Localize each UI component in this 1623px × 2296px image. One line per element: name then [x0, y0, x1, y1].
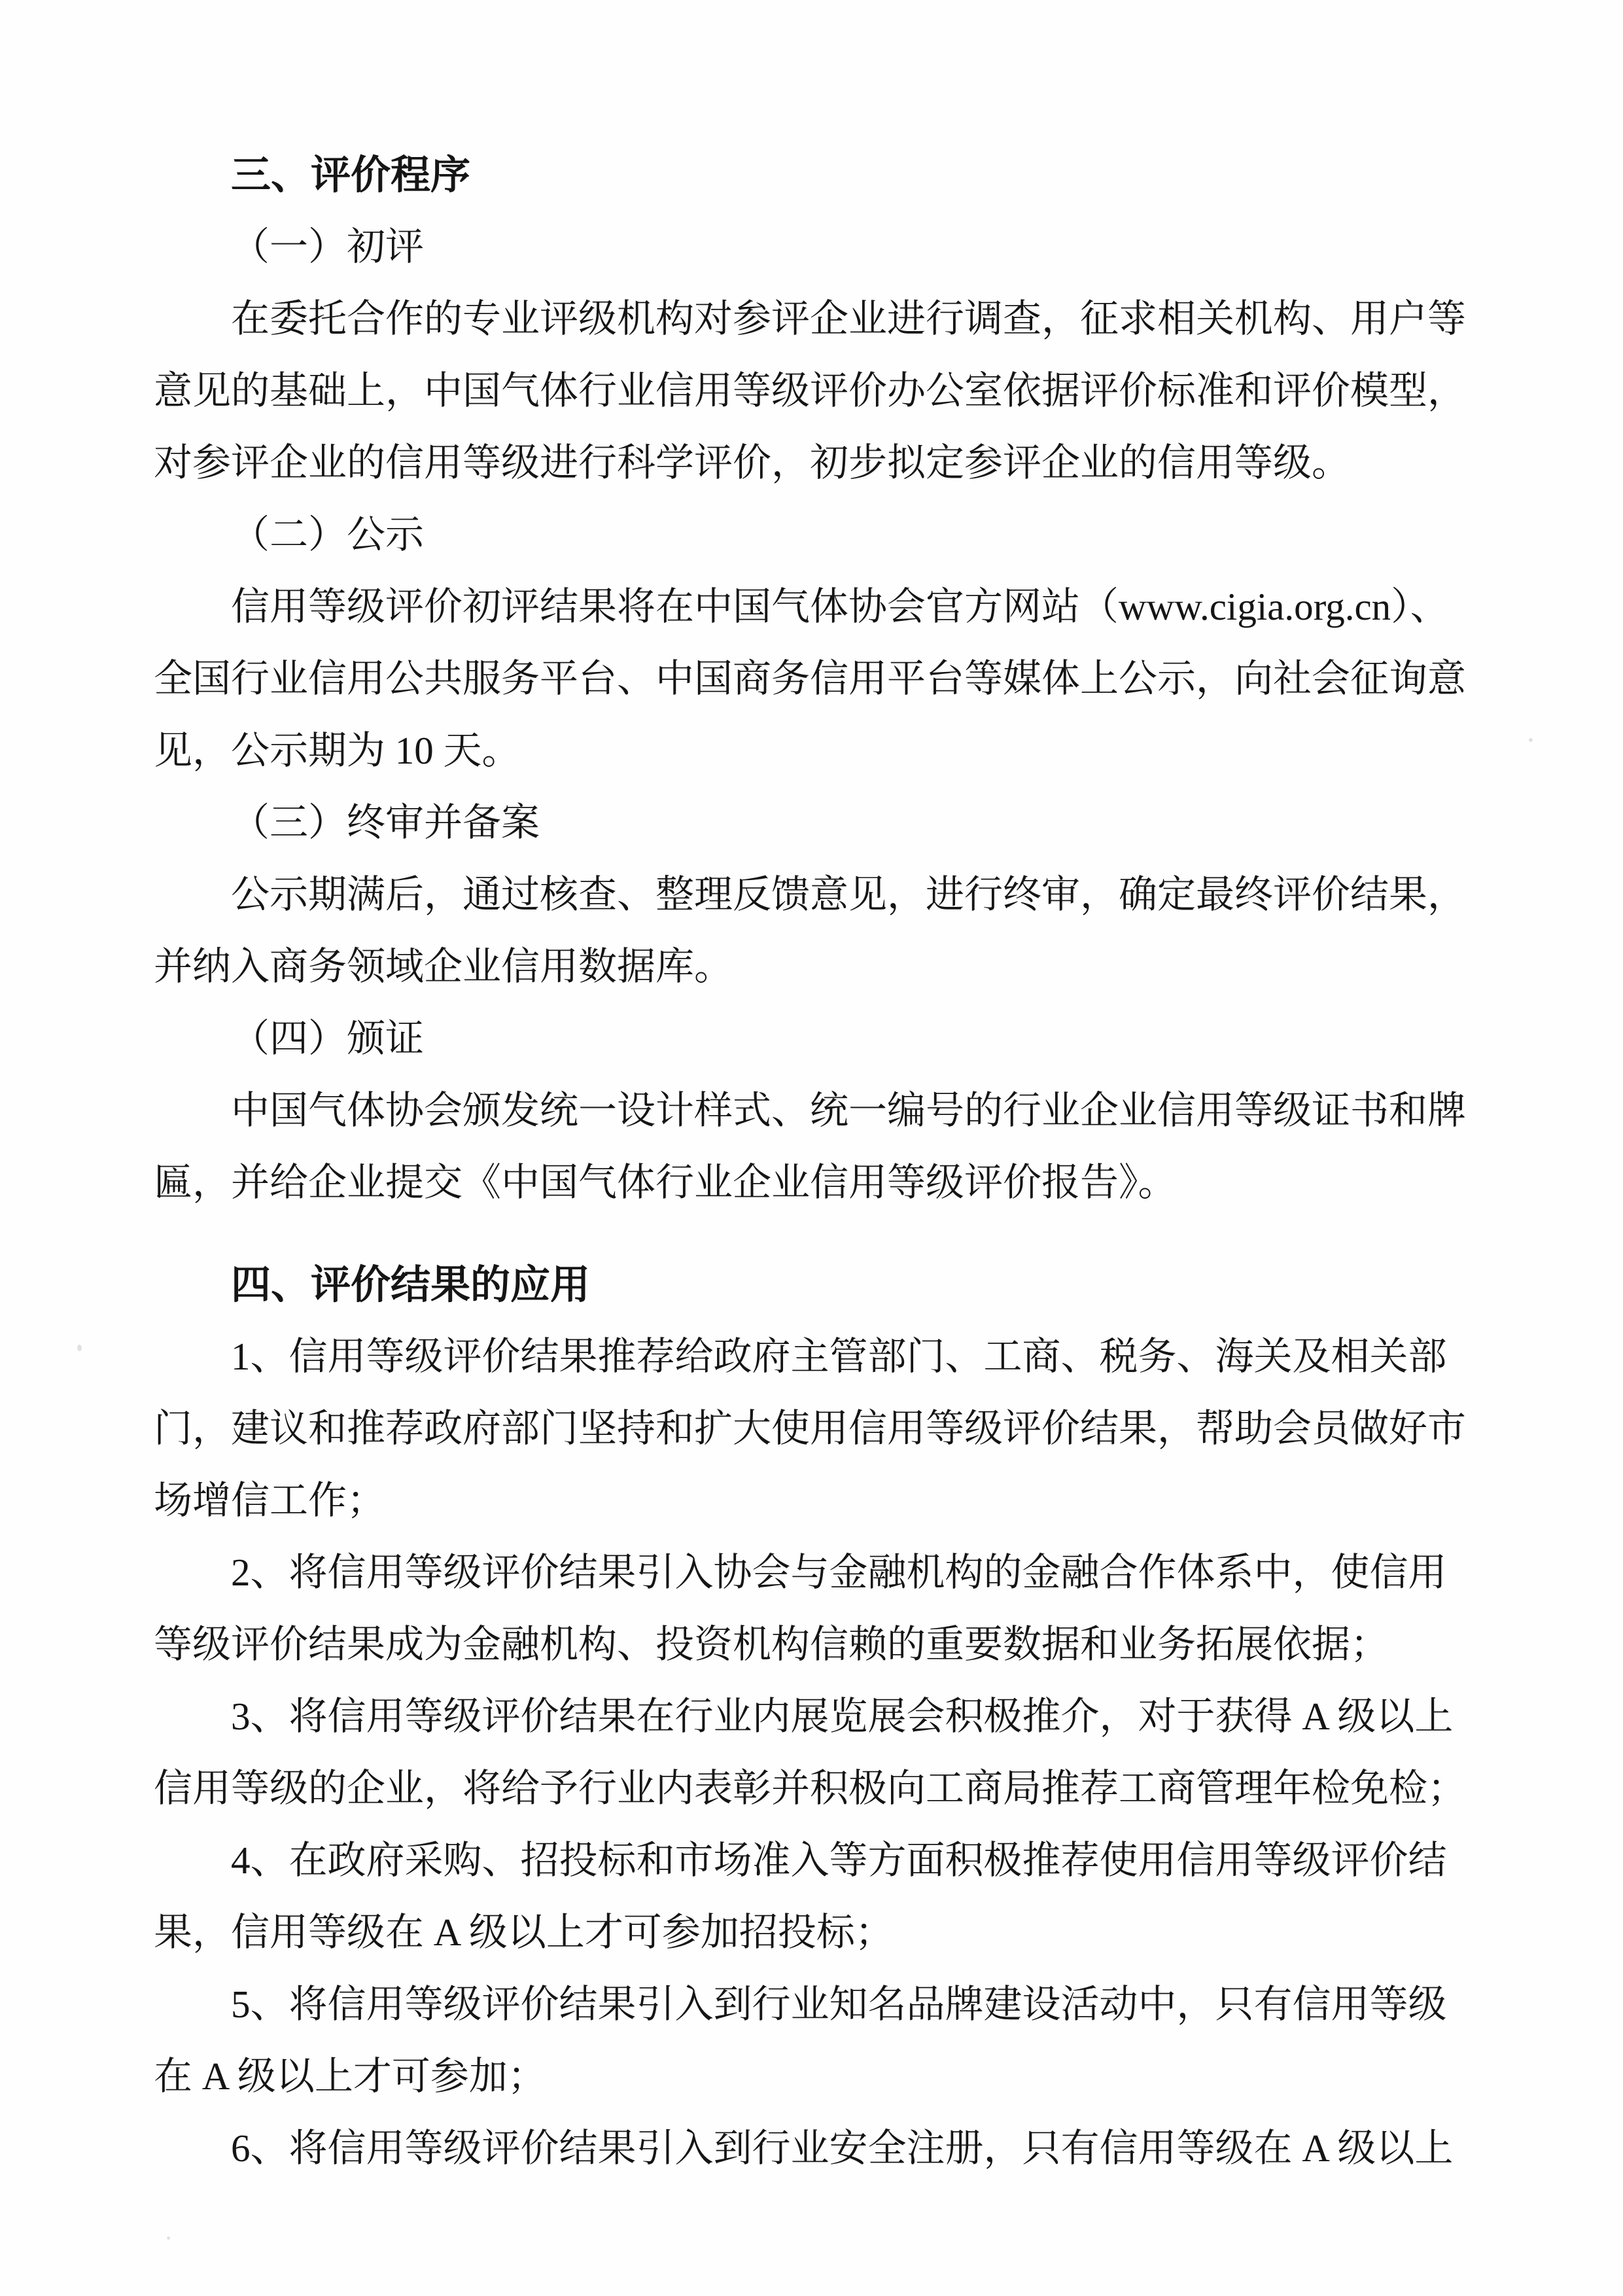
section-4-item-4-line: 4、在政府采购、招投标和市场准入等方面积极推荐使用信用等级评价结 [231, 1839, 1447, 1882]
section-3-sub-1-para-line: 意见的基础上，中国气体行业信用等级评价办公室依据评价标准和评价模型， [154, 369, 1467, 412]
section-3-heading: 三、评价程序 [231, 152, 471, 197]
section-4-item-2-line: 等级评价结果成为金融机构、投资机构信赖的重要数据和业务拓展依据； [154, 1623, 1389, 1666]
scan-speck [167, 2236, 170, 2240]
section-4-item-1-line: 1、信用等级评价结果推荐给政府主管部门、工商、税务、海关及相关部 [231, 1335, 1447, 1378]
section-3-sub-2-para-line: 全国行业信用公共服务平台、中国商务信用平台等媒体上公示，向社会征询意 [154, 657, 1467, 700]
section-3-sub-1-para-line: 在委托合作的专业评级机构对参评企业进行调查，征求相关机构、用户等 [231, 297, 1467, 340]
section-4-item-5-line: 在 A 级以上才可参加； [154, 2055, 546, 2098]
section-3-sub-3-para-line: 并纳入商务领域企业信用数据库。 [154, 945, 733, 988]
document-body [154, 139, 1482, 2184]
section-3-sub-4-para-line: 匾，并给企业提交《中国气体行业企业信用等级评价报告》。 [154, 1161, 1177, 1204]
section-3-sub-4-title: （四）颁证 [231, 1017, 425, 1060]
section-4-item-3-line: 信用等级的企业，将给予行业内表彰并积极向工商局推荐工商管理年检免检； [154, 1767, 1467, 1810]
section-4-item-2-line: 2、将信用等级评价结果引入协会与金融机构的金融合作体系中，使信用 [231, 1551, 1447, 1594]
scan-speck [1529, 738, 1533, 742]
section-3-sub-4-para-line: 中国气体协会颁发统一设计样式、统一编号的行业企业信用等级证书和牌 [231, 1089, 1467, 1132]
section-3-sub-2-para-line: 见，公示期为 10 天。 [154, 729, 521, 772]
scan-speck [77, 1345, 82, 1351]
section-3-sub-2-para-line: 信用等级评价初评结果将在中国气体协会官方网站（www.cigia.org.cn）、 [231, 585, 1449, 628]
section-4-item-4-line: 果，信用等级在 A 级以上才可参加招投标； [154, 1911, 894, 1954]
section-4-item-1-line: 场增信工作； [154, 1479, 386, 1522]
section-3-sub-3-title: （三）终审并备案 [231, 801, 540, 844]
section-3-sub-1-title: （一）初评 [231, 225, 425, 268]
section-3-sub-3-para-line: 公示期满后，通过核查、整理反馈意见，进行终审，确定最终评价结果， [231, 873, 1467, 916]
section-4-heading: 四、评价结果的应用 [231, 1262, 591, 1307]
section-4-item-1-line: 门，建议和推荐政府部门坚持和扩大使用信用等级评价结果，帮助会员做好市 [154, 1407, 1467, 1450]
section-4-item-5-line: 5、将信用等级评价结果引入到行业知名品牌建设活动中，只有信用等级 [231, 1983, 1447, 2026]
section-4-item-6-line: 6、将信用等级评价结果引入到行业安全注册，只有信用等级在 A 级以上 [231, 2127, 1454, 2170]
section-4-item-3-line: 3、将信用等级评价结果在行业内展览展会积极推介，对于获得 A 级以上 [231, 1695, 1454, 1738]
section-3-sub-2-title: （二）公示 [231, 513, 425, 556]
section-3-sub-1-para-line: 对参评企业的信用等级进行科学评价，初步拟定参评企业的信用等级。 [154, 441, 1351, 484]
